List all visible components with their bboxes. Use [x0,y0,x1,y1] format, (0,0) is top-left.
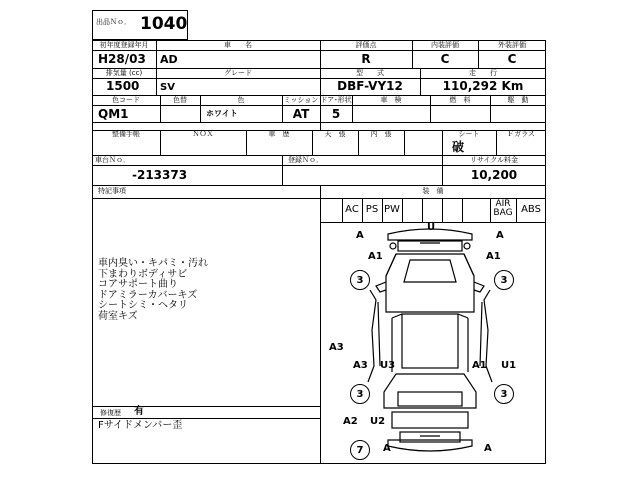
interior-value: C [440,52,450,66]
color-label: 色 [237,96,245,104]
damage-circle: 7 [350,440,370,460]
color-code-label: 色コード [112,96,140,104]
displacement-value: 1500 [106,79,140,93]
history-label: 車 歴 [268,130,290,138]
grid-line [160,130,161,155]
car-name-value: AD [160,53,178,66]
grid-line [442,155,443,185]
grid-line [412,40,413,68]
damage-mark: A [496,230,504,241]
damage-mark: A1 [472,360,487,371]
grid-line [312,130,313,155]
grid-line [442,130,443,155]
fuel-label: 燃 料 [449,96,471,104]
grid-line [160,95,161,122]
recycle-label: リサイクル料金 [469,156,519,164]
remark-line: 下まわりボディサビ [98,268,188,280]
equipment-pw: PW [384,204,400,215]
equipment-label: 装 備 [422,187,444,195]
remark-line: 荷室キズ [98,311,138,322]
damage-mark: U2 [370,416,386,427]
doors-value: 5 [331,107,341,121]
sunroof-label: 天 張 [324,130,346,138]
reg-year-value: H28/03 [98,52,146,66]
color-code-value: QM1 [98,107,129,121]
seat-label: シート [458,130,480,138]
damage-mark: U3 [380,360,396,371]
color-value: ホワイト [206,109,238,118]
transmission-value: AT [292,107,310,121]
damage-mark: U1 [501,360,517,371]
model-value: DBF-VY12 [337,79,403,93]
exterior-label: 外装評価 [498,41,526,49]
grid-line [490,95,491,122]
grid-line [92,198,546,199]
damage-mark: A3 [329,342,344,353]
grid-line [92,165,546,166]
damage-mark: A [484,443,492,454]
damage-mark: A3 [353,360,368,371]
equipment-airbag: AIR BAG [493,199,513,218]
damage-mark: A [356,230,364,241]
damage-circle: 3 [350,270,370,290]
grid-line [92,406,320,407]
grid-line [246,130,247,155]
score-value: R [361,52,371,66]
equipment-ps: PS [365,204,379,215]
grid-line [92,185,546,186]
seat-value: 破 [451,140,465,154]
maintenance-label: 整備手帳 [112,130,140,138]
grid-line [320,40,321,130]
equipment-abs: ABS [521,204,541,215]
grid-line [92,122,546,123]
recycle-value: 10,200 [470,168,518,182]
remark-line: ドアミラーカバーキズ [98,289,198,301]
grid-line [156,40,157,95]
grid-line [478,40,479,68]
displacement-label: 排気量 (cc) [105,69,143,77]
mileage-value: 110,292 Km [442,79,524,93]
grid-line [462,198,463,222]
grid-line [420,68,421,95]
lot-number: 1040 [140,14,188,34]
remark-line: コアサポート曲り [98,279,178,291]
repair-value: 有 [134,406,144,417]
damage-mark: A [383,443,391,454]
lot-number-label: 出品Ｎｏ． [96,18,131,26]
reg-year-label: 初年度登録年月 [99,41,149,49]
damage-mark: A1 [486,251,501,262]
exterior-value: C [507,52,517,66]
damage-circle: 3 [494,270,514,290]
score-label: 評価点 [355,41,377,49]
damage-mark: U [427,222,436,233]
damage-mark: A1 [368,251,383,262]
drive-label: 駆 動 [507,96,529,104]
damage-circle: 3 [494,384,514,404]
registration-label: 登録Ｎｏ． [288,156,323,164]
nox-label: ＮＯＸ [192,130,214,138]
grid-line [430,95,431,122]
remarks-label: 特記事項 [98,187,126,195]
grade-label: グレード [224,69,252,77]
doors-label: ドア･形状 [320,96,352,104]
remark-line: 車内臭い・キパミ・汚れ [98,258,208,269]
interior-roof-label: 内 張 [370,130,392,138]
grid-line [442,198,443,222]
grade-value: SV [160,82,175,93]
remark-line: シートシミ・ヘタリ [98,300,188,312]
grid-line [352,95,353,122]
damage-circle: 3 [350,384,370,404]
glass-label: Ｆガラス [507,130,535,138]
grid-line [200,95,201,122]
interior-label: 内装評価 [431,41,459,49]
car-name-label: 車 名 [224,41,252,49]
mileage-label: 走 行 [469,69,497,77]
grid-line [282,155,283,185]
model-label: 型 式 [356,69,384,77]
damage-mark: A2 [343,416,358,427]
repair-note: Fサイドメンバー歪 [98,420,183,431]
chassis-label: 車台Ｎｏ． [95,156,130,164]
equipment-ac: AC [345,204,359,215]
repair-label: 修復歴 [100,409,121,417]
color-change-label: 色替 [173,96,187,104]
grid-line [402,198,403,222]
grid-line [358,130,359,155]
grid-line [496,130,497,155]
grid-line [404,130,405,155]
chassis-value: -213373 [132,168,188,182]
grid-line [422,198,423,222]
grid-line [92,418,320,419]
vehicle-inspection-label: 車 検 [380,96,402,104]
transmission-label: ミッション [283,96,319,104]
